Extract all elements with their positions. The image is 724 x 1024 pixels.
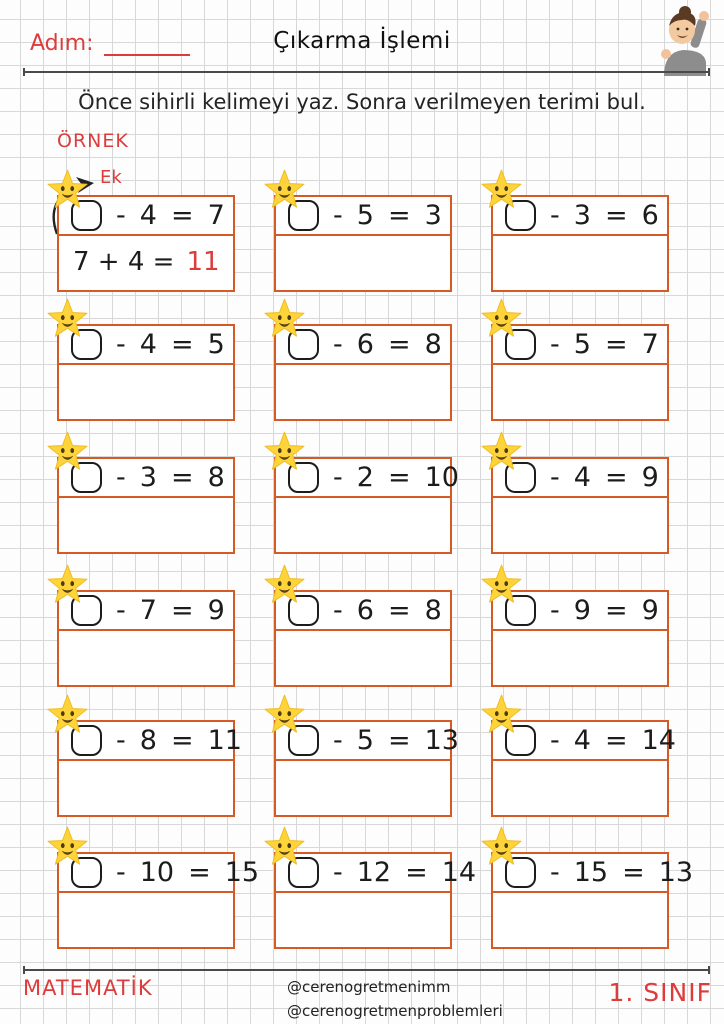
problem-box <box>491 195 669 292</box>
answer-writing-area[interactable] <box>276 365 450 416</box>
answer-writing-area[interactable] <box>59 761 233 812</box>
subtrahend-number: 6 <box>356 329 374 360</box>
minus-sign: - <box>116 462 126 493</box>
answer-writing-area[interactable] <box>276 236 450 287</box>
problem-box <box>57 590 235 687</box>
minus-sign: - <box>550 329 560 360</box>
subtrahend-number: 12 <box>356 857 392 888</box>
smiling-star-icon <box>480 430 523 473</box>
answer-writing-area[interactable] <box>59 236 233 287</box>
smiling-star-icon <box>46 430 89 473</box>
equals-sign: = <box>170 329 194 360</box>
equals-sign: = <box>387 462 411 493</box>
minus-sign: - <box>333 857 343 888</box>
subtrahend-number: 5 <box>356 200 374 231</box>
answer-expression: 7 + 4 = <box>73 246 175 277</box>
problem-box <box>491 324 669 421</box>
smiling-star-icon <box>263 825 306 868</box>
equals-sign: = <box>170 462 194 493</box>
minus-sign: - <box>116 725 126 756</box>
problem-box <box>274 720 459 817</box>
problem-box <box>491 852 694 949</box>
equals-sign: = <box>170 595 194 626</box>
subtrahend-number: 4 <box>573 462 591 493</box>
subtrahend-number: 9 <box>573 595 591 626</box>
subtrahend-number: 10 <box>139 857 175 888</box>
answer-writing-area[interactable] <box>493 365 667 416</box>
celebrating-person-avatar-icon <box>654 4 716 76</box>
social-handle-1: @cerenogretmenimm <box>287 978 451 996</box>
problems-grid <box>57 195 694 955</box>
minus-sign: - <box>550 595 560 626</box>
answer-writing-area[interactable] <box>59 631 233 682</box>
equals-sign: = <box>405 857 428 888</box>
difference-number: 9 <box>641 595 659 626</box>
footer-divider <box>23 969 710 971</box>
equals-sign: = <box>604 200 628 231</box>
minus-sign: - <box>116 329 126 360</box>
minus-sign: - <box>116 200 126 231</box>
subtrahend-number: 4 <box>139 329 157 360</box>
subtrahend-number: 6 <box>356 595 374 626</box>
answer-writing-area[interactable] <box>276 761 450 812</box>
equals-sign: = <box>604 725 628 756</box>
subtrahend-number: 3 <box>139 462 157 493</box>
example-label: ÖRNEK <box>57 130 129 152</box>
answer-writing-area[interactable] <box>493 761 667 812</box>
subtrahend-number: 5 <box>356 725 374 756</box>
smiling-star-icon <box>480 825 523 868</box>
problem-box <box>491 720 676 817</box>
problem-box <box>274 852 477 949</box>
difference-number: 8 <box>424 595 442 626</box>
equals-sign: = <box>170 200 194 231</box>
name-label: Adım: <box>30 31 94 56</box>
problem-box <box>57 720 242 817</box>
subtrahend-number: 5 <box>573 329 591 360</box>
answer-writing-area[interactable] <box>493 236 667 287</box>
difference-number: 7 <box>207 200 225 231</box>
example-pointer-label: Ek <box>100 167 122 188</box>
smiling-star-icon <box>263 563 306 606</box>
answer-writing-area[interactable] <box>493 631 667 682</box>
answer-writing-area[interactable] <box>493 893 667 944</box>
answer-result: 11 <box>186 246 220 277</box>
difference-number: 8 <box>424 329 442 360</box>
smiling-star-icon <box>46 168 89 211</box>
difference-number: 9 <box>641 462 659 493</box>
difference-number: 13 <box>658 857 694 888</box>
equals-sign: = <box>604 462 628 493</box>
difference-number: 11 <box>207 725 242 756</box>
answer-writing-area[interactable] <box>59 498 233 549</box>
problem-box <box>274 590 452 687</box>
difference-number: 13 <box>424 725 459 756</box>
header-divider <box>23 71 710 73</box>
equals-sign: = <box>622 857 645 888</box>
minus-sign: - <box>333 200 343 231</box>
minus-sign: - <box>333 595 343 626</box>
equals-sign: = <box>387 329 411 360</box>
smiling-star-icon <box>263 297 306 340</box>
problem-box <box>274 324 452 421</box>
difference-number: 15 <box>224 857 260 888</box>
difference-number: 14 <box>641 725 676 756</box>
equals-sign: = <box>387 200 411 231</box>
problem-box <box>57 457 235 554</box>
subtrahend-number: 3 <box>573 200 591 231</box>
minus-sign: - <box>550 462 560 493</box>
smiling-star-icon <box>480 693 523 736</box>
answer-writing-area[interactable] <box>59 893 233 944</box>
smiling-star-icon <box>480 168 523 211</box>
answer-writing-area[interactable] <box>276 498 450 549</box>
subtrahend-number: 7 <box>139 595 157 626</box>
equals-sign: = <box>387 595 411 626</box>
answer-writing-area[interactable] <box>59 365 233 416</box>
social-handle-2: @cerenogretmenproblemleri <box>287 1002 503 1020</box>
minus-sign: - <box>550 725 560 756</box>
subtrahend-number: 8 <box>139 725 157 756</box>
footer-subject-label: MATEMATİK <box>23 976 153 1000</box>
minus-sign: - <box>550 857 560 888</box>
smiling-star-icon <box>263 430 306 473</box>
difference-number: 5 <box>207 329 225 360</box>
instruction-text: Önce sihirli kelimeyi yaz. Sonra verilmeyen terimi bul. <box>78 90 646 114</box>
smiling-star-icon <box>263 168 306 211</box>
smiling-star-icon <box>263 693 306 736</box>
equals-sign: = <box>604 595 628 626</box>
smiling-star-icon <box>480 563 523 606</box>
footer-social-handles <box>287 975 503 1023</box>
minus-sign: - <box>116 595 126 626</box>
smiling-star-icon <box>46 563 89 606</box>
problem-box <box>57 852 260 949</box>
difference-number: 14 <box>441 857 477 888</box>
problem-box <box>57 195 235 292</box>
minus-sign: - <box>550 200 560 231</box>
problem-box <box>491 590 669 687</box>
problem-box <box>274 195 452 292</box>
subtrahend-number: 4 <box>139 200 157 231</box>
answer-writing-area[interactable] <box>276 893 450 944</box>
equals-sign: = <box>170 725 194 756</box>
subtrahend-number: 2 <box>356 462 374 493</box>
smiling-star-icon <box>46 297 89 340</box>
smiling-star-icon <box>46 693 89 736</box>
problem-box <box>491 457 669 554</box>
footer-grade-label: 1. SINIF <box>608 978 712 1007</box>
difference-number: 7 <box>641 329 659 360</box>
difference-number: 3 <box>424 200 442 231</box>
equals-sign: = <box>387 725 411 756</box>
minus-sign: - <box>333 725 343 756</box>
answer-writing-area[interactable] <box>276 631 450 682</box>
minus-sign: - <box>333 462 343 493</box>
equals-sign: = <box>604 329 628 360</box>
answer-writing-area[interactable] <box>493 498 667 549</box>
minus-sign: - <box>116 857 126 888</box>
page-title: Çıkarma İşlemi <box>273 28 451 54</box>
difference-number: 8 <box>207 462 225 493</box>
minus-sign: - <box>333 329 343 360</box>
problem-box <box>274 457 459 554</box>
equals-sign: = <box>188 857 211 888</box>
subtrahend-number: 15 <box>573 857 609 888</box>
difference-number: 6 <box>641 200 659 231</box>
difference-number: 9 <box>207 595 225 626</box>
difference-number: 10 <box>424 462 459 493</box>
smiling-star-icon <box>480 297 523 340</box>
problem-box <box>57 324 235 421</box>
subtrahend-number: 4 <box>573 725 591 756</box>
smiling-star-icon <box>46 825 89 868</box>
